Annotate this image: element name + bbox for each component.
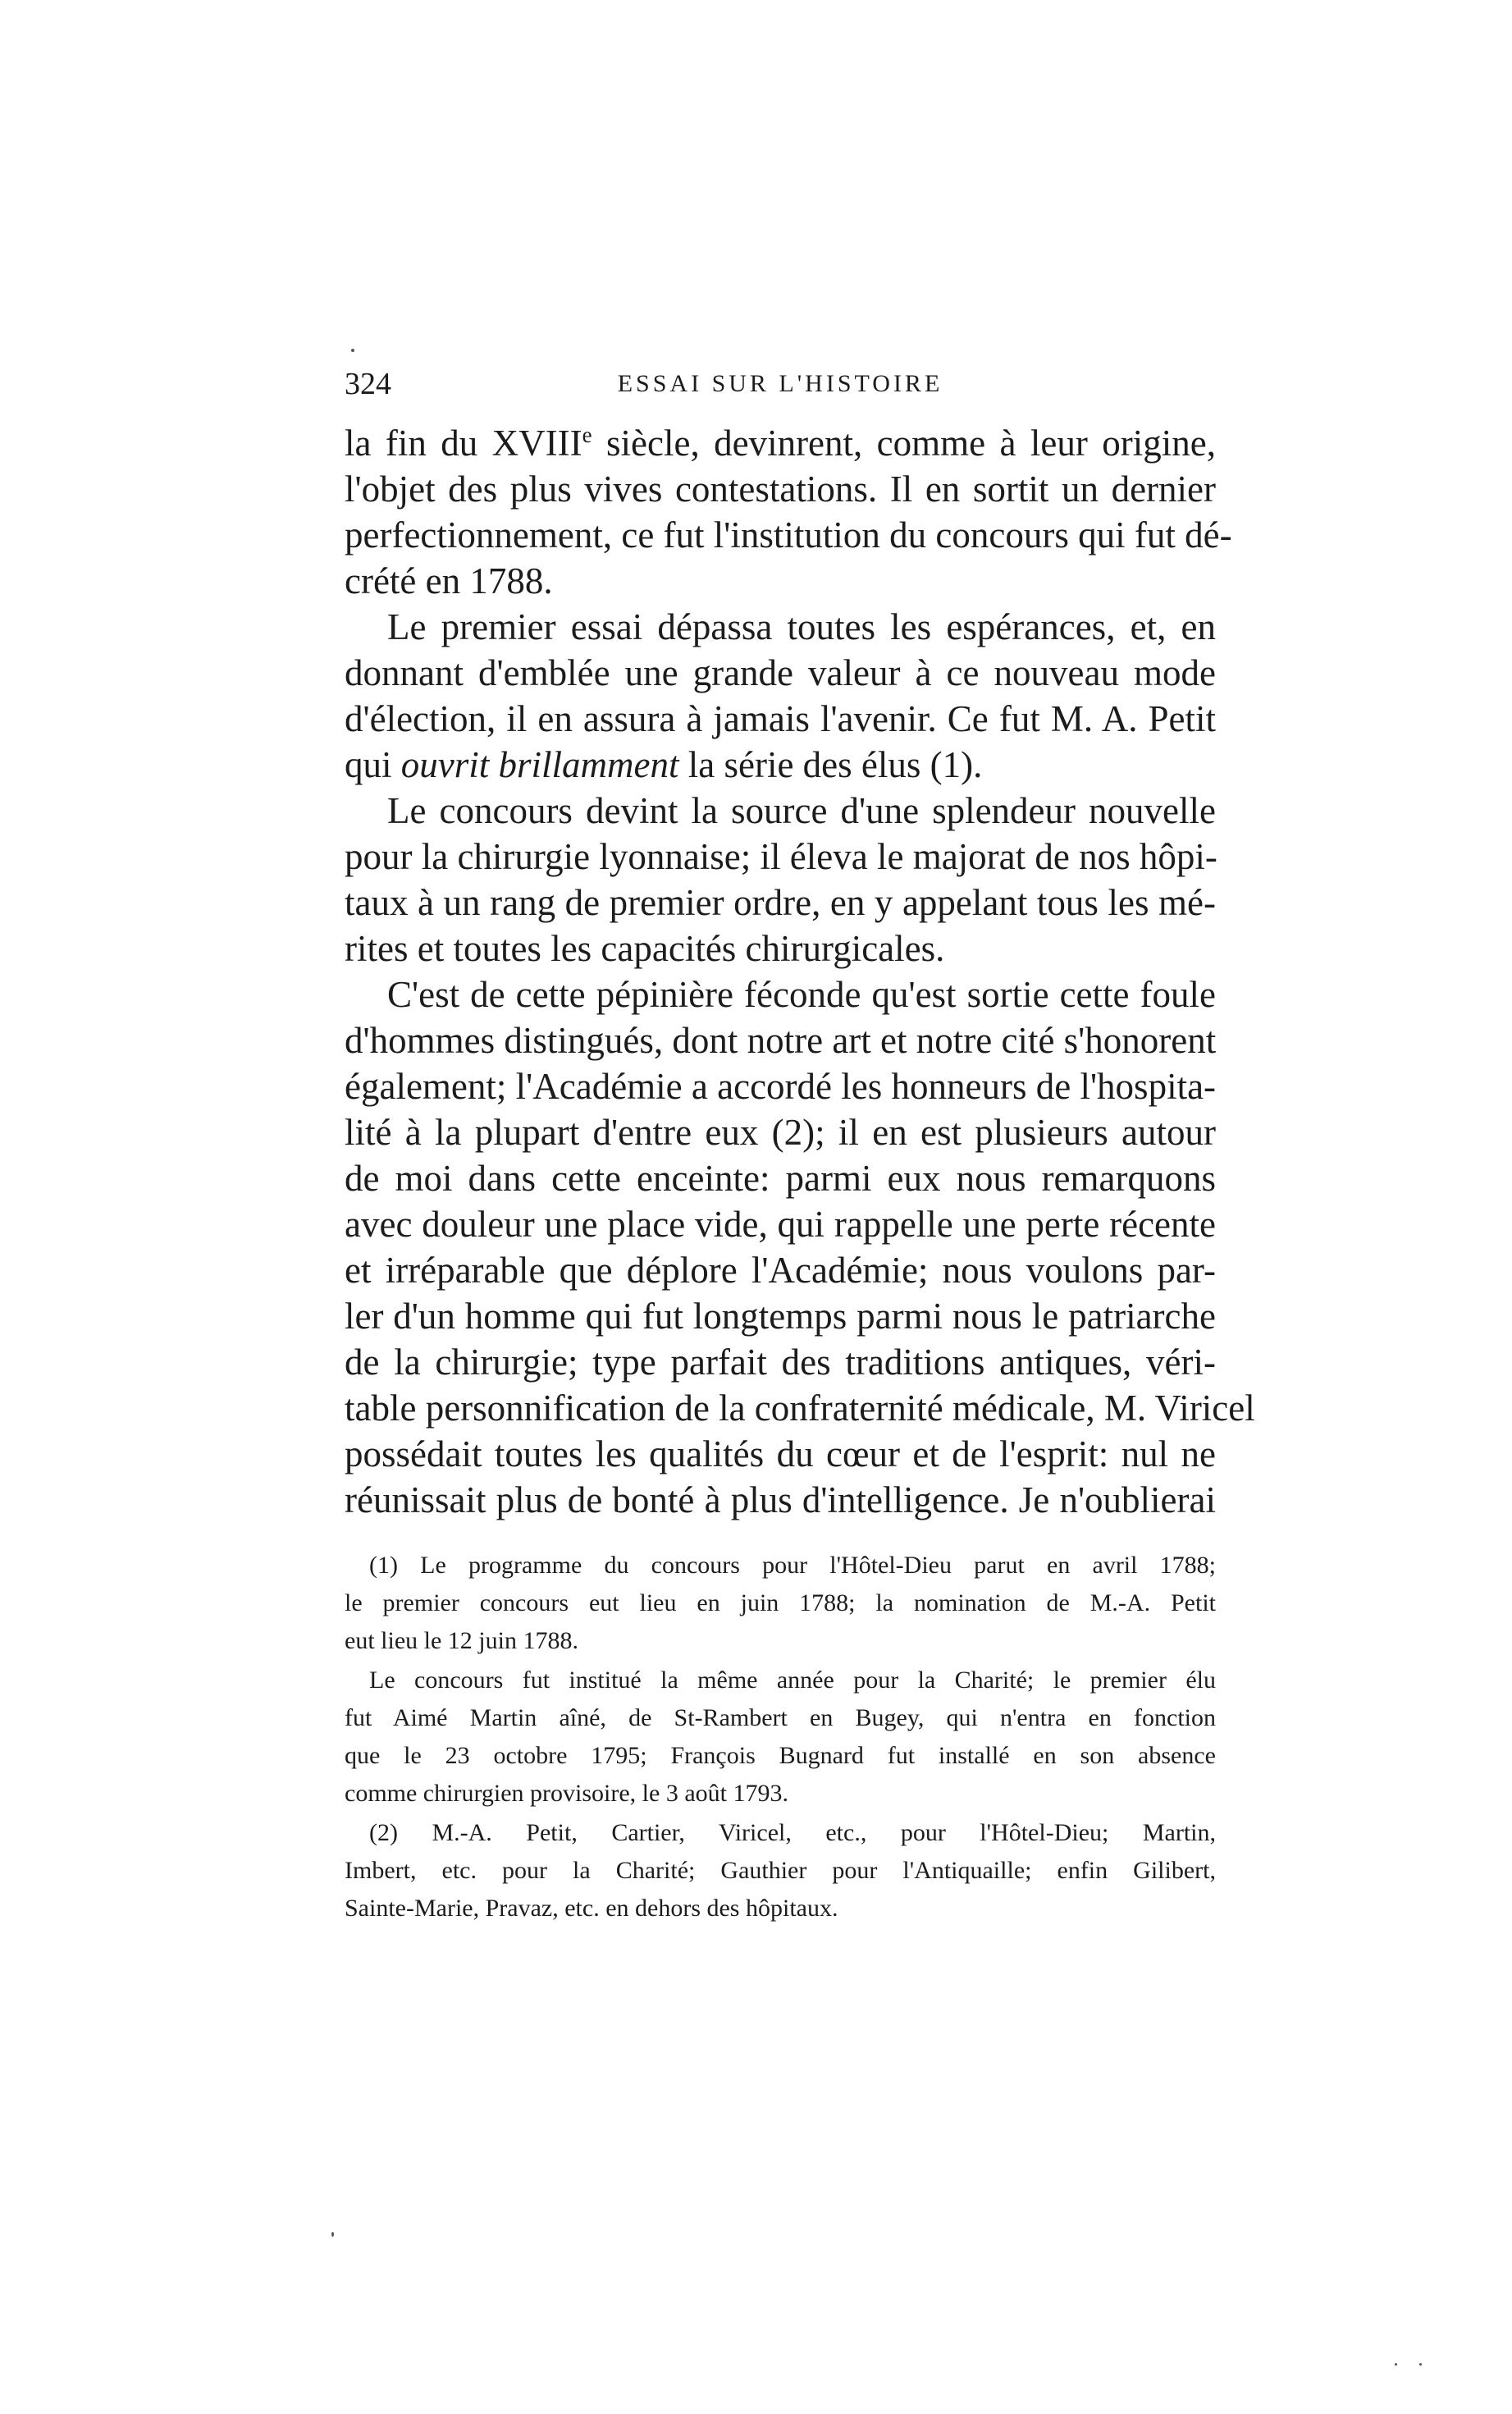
footnote-line: comme chirurgien provisoire, le 3 août 1793. [345, 1780, 788, 1807]
page-number: 324 [345, 367, 391, 401]
body-line: d'hommes distingués, dont notre art et notre cité s'honorent [345, 1020, 1217, 1061]
paragraph-start: Le concours devint la source d'une splendeur nouvelle [387, 790, 1216, 831]
running-title: ESSAI SUR L'HISTOIRE [617, 370, 943, 397]
body-line: crété en 1788. [345, 560, 553, 601]
body-line: et irréparable que déplore l'Académie; nous voulons par- [345, 1250, 1216, 1291]
footnote-1: (1) Le programme du concours pour l'Hôtel-Dieu parut en avril 1788; [369, 1552, 1216, 1579]
footnote-2: (2) M.-A. Petit, Cartier, Viricel, etc., pour l'Hôtel-Dieu; Martin, [369, 1819, 1216, 1846]
body-line: réunissait plus de bonté à plus d'intelligence. Je n'oublierai [345, 1479, 1216, 1520]
body-line: qui ouvrit brillamment la série des élus (1). [345, 744, 983, 785]
paragraph-start: Le premier essai dépassa toutes les espérances, et, en [387, 606, 1216, 647]
body-line: de moi dans cette enceinte: parmi eux nous remarquons [345, 1158, 1216, 1199]
body-line: également; l'Académie a accordé les honneurs de l'hospita- [345, 1066, 1217, 1107]
footnote-line: que le 23 octobre 1795; François Bugnard fut installé en son absence [345, 1742, 1216, 1769]
body-line: table personnification de la confraternité médicale, M. Viricel [345, 1388, 1255, 1429]
footnote-line: fut Aimé Martin aîné, de St-Rambert en Bugey, qui n'entra en fonction [345, 1704, 1216, 1731]
body-line: lité à la plupart d'entre eux (2); il en est plusieurs autour [345, 1112, 1216, 1153]
footnote-line: Imbert, etc. pour la Charité; Gauthier pour l'Antiquaille; enfin Gilibert, [345, 1857, 1216, 1884]
page-header [345, 359, 1216, 409]
body-line: pour la chirurgie lyonnaise; il éleva le majorat de nos hôpi- [345, 836, 1217, 877]
body-line: l'objet des plus vives contestations. Il en sortit un dernier [345, 469, 1216, 510]
body-line: perfectionnement, ce fut l'institution du concours qui fut dé- [345, 514, 1232, 555]
body-line: de la chirurgie; type parfait des traditions antiques, véri- [345, 1342, 1216, 1383]
ink-speck [1395, 2363, 1397, 2366]
body-line: avec douleur une place vide, qui rappelle une perte récente [345, 1204, 1216, 1245]
ink-speck [351, 349, 354, 352]
body-line: possédait toutes les qualités du cœur et de l'esprit: nul ne [345, 1433, 1216, 1474]
body-line: ler d'un homme qui fut longtemps parmi nous le patriarche [345, 1296, 1216, 1337]
footnote-line: Le concours fut institué la même année pour la Charité; le premier élu [369, 1666, 1216, 1694]
body-line: la fin du XVIIIe siècle, devinrent, comme à leur origine, [345, 423, 1216, 464]
paragraph-start: C'est de cette pépinière féconde qu'est sortie cette foule [387, 974, 1216, 1015]
body-line: taux à un rang de premier ordre, en y appelant tous les mé- [345, 882, 1216, 923]
italic-phrase: ouvrit brillamment [400, 744, 679, 785]
ink-speck [1419, 2363, 1422, 2366]
footnote-line: le premier concours eut lieu en juin 1788; la nomination de M.-A. Petit [345, 1589, 1216, 1616]
body-line: donnant d'emblée une grande valeur à ce nouveau mode [345, 652, 1216, 693]
ink-speck [331, 2232, 334, 2237]
body-line: rites et toutes les capacités chirurgicales. [345, 928, 945, 969]
footnote-line: Sainte-Marie, Pravaz, etc. en dehors des hôpitaux. [345, 1895, 838, 1922]
footnote-line: eut lieu le 12 juin 1788. [345, 1627, 578, 1654]
body-line: d'élection, il en assura à jamais l'avenir. Ce fut M. A. Petit [345, 698, 1216, 739]
